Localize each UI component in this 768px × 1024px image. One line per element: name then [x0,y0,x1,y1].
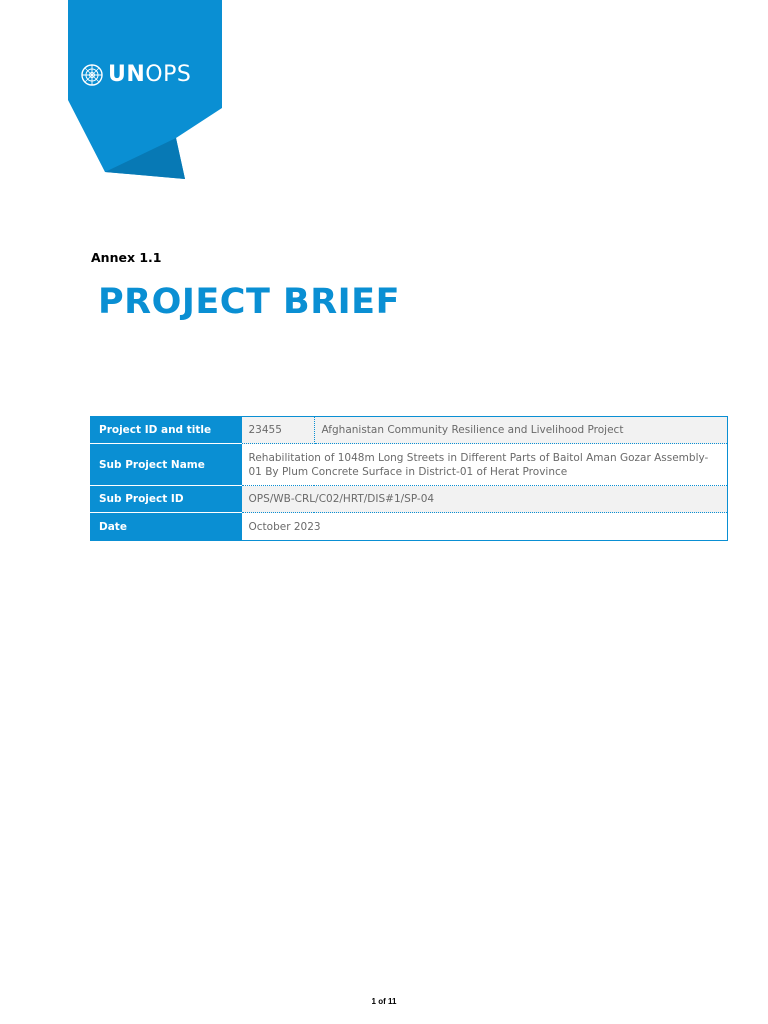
wordmark-ops: OPS [145,62,192,87]
un-emblem-icon [80,63,104,87]
project-id-value: 23455 [242,417,315,444]
row-label: Sub Project Name [91,444,242,486]
table-row [91,486,728,513]
sub-project-name-value: Rehabilitation of 1048m Long Streets in Different Parts of Baitol Aman Gozar Assembly-01 By Plum Concrete Surface in District-01 of Herat Province [242,444,728,486]
date-value: October 2023 [248,520,321,533]
unops-wordmark [108,62,191,88]
wordmark-un: UN [108,62,146,87]
unops-logo [80,62,191,88]
table-row [91,513,728,541]
page-title: PROJECT BRIEF [98,282,401,322]
page-number: 1 of 11 [371,997,397,1006]
table-row [91,444,728,486]
table-row [91,417,728,444]
banner-ribbon [0,0,230,185]
annex-label: Annex 1.1 [91,250,162,265]
row-label: Sub Project ID [91,486,242,513]
project-title-value: Afghanistan Community Resilience and Livelihood Project [314,417,728,444]
logo-banner [0,0,230,185]
row-label: Date [91,513,242,541]
row-label: Project ID and title [91,417,242,444]
project-brief-table [90,416,728,541]
sub-project-id-value: OPS/WB-CRL/C02/HRT/DIS#1/SP-04 [242,486,728,513]
